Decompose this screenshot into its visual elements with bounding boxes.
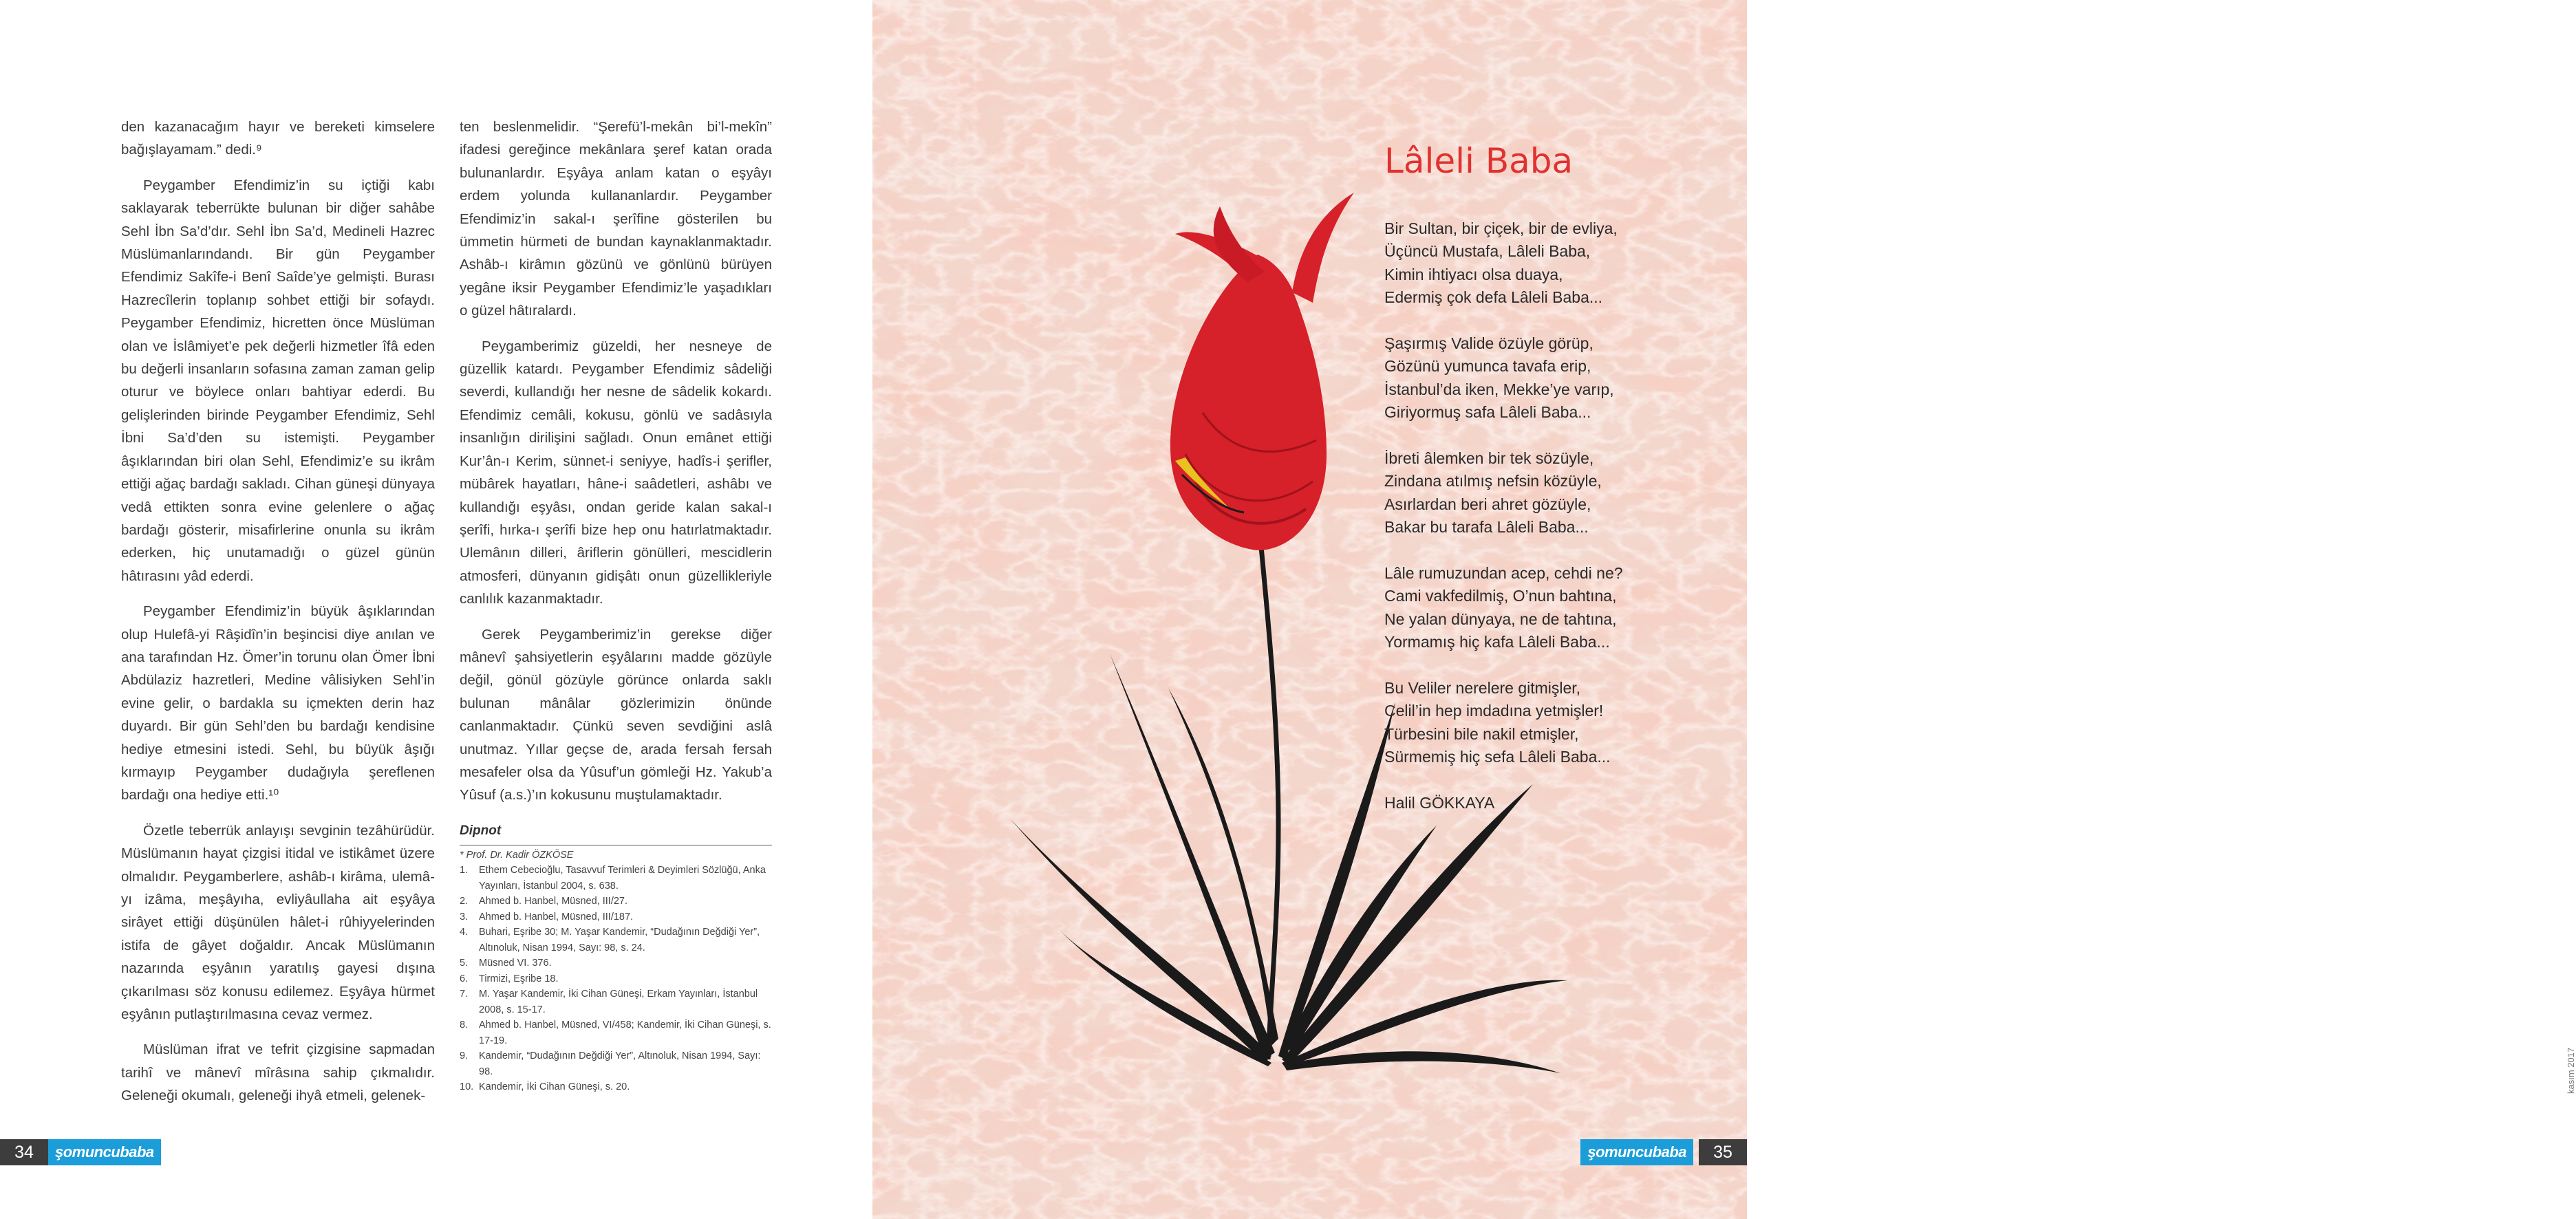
footnote-item: 3. Ahmed b. Hanbel, Müsned, III/187.	[460, 911, 634, 923]
brand-logo: şomuncubaba	[1580, 1139, 1693, 1165]
poem-line: Ne yalan dünyaya, ne de tahtına,	[1384, 610, 1617, 628]
poem-line: Türbesini bile nakil etmişler,	[1384, 724, 1579, 743]
poem-line: Kimin ihtiyacı olsa duaya,	[1384, 265, 1563, 283]
text-column-1	[121, 116, 435, 1120]
footnote-item: 6. Tirmizi, Eşribe 18.	[460, 973, 559, 984]
paragraph: Özetle teberrük anlayışı sevginin tezâhürüdür. Müslümanın hayat çizgisi itidal ve istikâmet üzere olmalıdır. Peygamberlere, ashâb-ı kirâma, ulemâ-yı izâma, meşâyıha, evliyâullaha ait eşyâya sirâyet ettiği düşünülen hâlet-i rûhiyyelerinden istifa de gâyet doğaldır. Ancak Müslümanın nazarında eşyânın yaratılış gayesi dışına çıkarılması söz konusu edilemez. Eşyâya hürmet eşyânın putlaştırılmasına cevaz vermez.	[121, 822, 435, 1023]
footnote-item: 9. Kandemir, “Dudağının Değdiği Yer”, Altınoluk, Nisan 1994, Sayı: 98.	[460, 1050, 761, 1077]
brand-logo: şomuncubaba	[48, 1139, 161, 1165]
left-page	[0, 0, 872, 1219]
poem-line: İstanbul’da iken, Mekke’ye varıp,	[1384, 380, 1614, 398]
footnote-item: 10. Kandemir, İki Cihan Güneşi, s. 20.	[460, 1081, 630, 1093]
poem-stanza	[1384, 332, 1660, 424]
footnotes-title: Dipnot	[460, 819, 772, 845]
paragraph: Peygamber Efendimiz’in büyük âşıklarından olup Hulefâ-yi Râşidîn’in beşincisi diye anılan ve ana tarafından Hz. Ömer’in torunu olan Ömer İbni Abdülaziz hazretleri, Medine vâlisiyken Sehl’in evine gelir, o bardakla su içmekten derin haz duyardı. Bir gün Sehl’den bu bardağı kendisine hediye etmesini istedi. Sehl, bu büyük âşığı kırmayıp Peygamber dudağıyla şereflenen bardağı ona hediye etti.¹⁰	[121, 603, 435, 803]
poem-line: Yormamış hiç kafa Lâleli Baba...	[1384, 633, 1610, 651]
poem-stanza	[1384, 562, 1660, 654]
footnote-item: 5. Müsned VI. 376.	[460, 958, 552, 969]
poem-line: İbreti âlemken bir tek sözüyle,	[1384, 449, 1594, 468]
page-footer-left	[0, 1139, 154, 1165]
footnote-item: 1. Ethem Cebecioğlu, Tasavvuf Terimleri & Deyimleri Sözlüğü, Anka Yayınları, İstanbul 2004, s. 638.	[460, 865, 766, 892]
poem-title: Lâleli Baba	[1384, 141, 1574, 181]
paragraph: den kazanacağım hayır ve bereketi kimselere bağışlayamam.” dedi.⁹	[121, 119, 435, 158]
paragraph: Müslüman ifrat ve tefrit çizgisine sapmadan tarihî ve mânevî mîrâsına sahip çıkmalıdır. Geleneği okumalı, geleneği ihyâ etmeli, gelenek-	[121, 1042, 435, 1104]
poem-stanza	[1384, 677, 1660, 769]
paragraph: Peygamber Efendimiz’in su içtiği kabı saklayarak teberrükte bulunan bir diğer sahâbe Sehl İbn Sa’d’dır. Sehl İbn Sa’d, Medineli Hazrec Müslümanlarındandı. Bir gün Peygamber Efendimiz Sakîfe-i Benî Saîde’ye gelmişti. Burası Hazrecîlerin toplanıp sohbet ettiği bir sofaydı. Peygamber Efendimiz, hicretten önce Müslüman olan ve İslâmiyet’e pek değerli hizmetler îfâ eden bu değerli insanların sofasına zaman zaman gelip oturur ve böylece onları bahtiyar ederdi. Bu gelişlerinden birinde Peygamber Efendimiz, Sehl İbni Sa’d’den su istemişti. Peygamber âşıklarından biri olan Sehl, Efendimiz’e su ikrâm ettiği ağaç bardağı sakladı. Cihan güneşi dünyaya vedâ ettikten sonra evine gelenlere o ağaç bardağı gösterir, misafirlerine onunla su ikrâm ederken, hiç unutamadığı o güzel günün hâtırasını yâd ederdi.	[121, 177, 435, 584]
poem-author: Halil GÖKKAYA	[1384, 794, 1495, 812]
paragraph: ten beslenmelidir. “Şerefü’l-mekân bi’l-mekîn” ifadesi gereğince mekânlara şeref katan orada bulunanlardır. Eşyâya anlam katan o eşyâyı erdem yolunda kullananlardır. Peygamber Efendimiz’in sakal-ı şerîfine gösterilen bu ümmetin hürmeti de bundan kaynaklanmaktadır. Ashâb-ı kirâmın gözünü ve gönlünü bürüyen yegâne iksir Peygamber Efendimiz’le yaşadıkları o güzel hâtıralardı.	[460, 119, 772, 319]
paragraph: Gerek Peygamberimiz’in gerekse diğer mânevî şahsiyetlerin eşyâlarını madde gözüyle değil, gönül gözüyle görünce onlarda saklı bulunan mânâlar gözlerimizin önünde canlanmaktadır. Çünkü seven sevdiğini aslâ unutmaz. Yıllar geçse de, arada fersah fersah mesafeler olsa da Yûsuf’un gömleği Hz. Yakub’a Yûsuf (a.s.)’ın kokusunu muştulamaktadır.	[460, 626, 772, 803]
poem-line: Bakar bu tarafa Lâleli Baba...	[1384, 518, 1589, 537]
page-number: 35	[1699, 1139, 1747, 1165]
issue-date: kasım 2017	[2566, 1047, 2576, 1094]
poem-stanza	[1384, 447, 1660, 539]
poem	[1384, 217, 1660, 815]
page-number: 34	[0, 1139, 48, 1165]
poem-line: Zindana atılmış nefsin közüyle,	[1384, 472, 1602, 490]
poem-line: Cami vakfedilmiş, O’nun bahtına,	[1384, 587, 1617, 605]
text-column-2	[460, 116, 772, 1095]
poem-stanza	[1384, 217, 1660, 310]
footnote-item: 7. M. Yaşar Kandemir, İki Cihan Güneşi, Erkam Yayınları, İstanbul 2008, s. 15-17.	[460, 989, 758, 1015]
poem-line: Giriyormuş safa Lâleli Baba...	[1384, 403, 1591, 422]
footnote-item: 2. Ahmed b. Hanbel, Müsned, III/27.	[460, 896, 628, 907]
paragraph: Peygamberimiz güzeldi, her nesneye de güzellik katardı. Peygamber Efendimiz sâdeliği severdi, kullandığı her nesne de sâdelik kokardı. Efendimiz cemâli, kokusu, gönlü ve sadâsıyla insanlığın dirilişini sağladı. Onun emânet ettiği Kur’ân-ı Kerim, sünnet-i seniyye, hadîs-i şerifler, mübârek hayatları, hâne-i saâdetleri, ashâbı ve kullandığı eşyâsı, ondan geride kalan sakal-ı şerîfi, hırka-ı şerîfi bize hep onu hatırlatmaktadır. Ulemânın dilleri, âriflerin gönülleri, mescidlerin atmosferi, dünyanın gidişâtı onun güzellikleriyle canlılık kazanmaktadır.	[460, 338, 772, 607]
poem-line: Celil’in hep imdadına yetmişler!	[1384, 702, 1604, 720]
poem-line: Bu Veliler nerelere gitmişler,	[1384, 679, 1581, 698]
poem-line: Asırlardan beri ahret gözüyle,	[1384, 495, 1591, 513]
footnote-item: 8. Ahmed b. Hanbel, Müsned, VI/458; Kandemir, İki Cihan Güneşi, s. 17-19.	[460, 1020, 771, 1046]
footnotes-author: * Prof. Dr. Kadir ÖZKÖSE	[460, 850, 574, 861]
footnotes-list	[460, 863, 772, 1095]
poem-line: Şaşırmış Valide özüyle görüp,	[1384, 334, 1593, 353]
footnote-item: 4. Buhari, Eşribe 30; M. Yaşar Kandemir, “Dudağının Değdiği Yer”, Altınoluk, Nisan 1994, Sayı: 98, s. 24.	[460, 927, 760, 953]
page-footer-right	[1587, 1139, 1747, 1165]
poem-line: Lâle rumuzundan acep, cehdi ne?	[1384, 564, 1623, 583]
poem-line: Edermiş çok defa Lâleli Baba...	[1384, 288, 1603, 307]
poem-line: Üçüncü Mustafa, Lâleli Baba,	[1384, 242, 1591, 261]
poem-line: Sürmemiş hiç sefa Lâleli Baba...	[1384, 748, 1611, 766]
poem-line: Bir Sultan, bir çiçek, bir de evliya,	[1384, 219, 1618, 237]
poem-line: Gözünü yumunca tavafa erip,	[1384, 357, 1591, 376]
